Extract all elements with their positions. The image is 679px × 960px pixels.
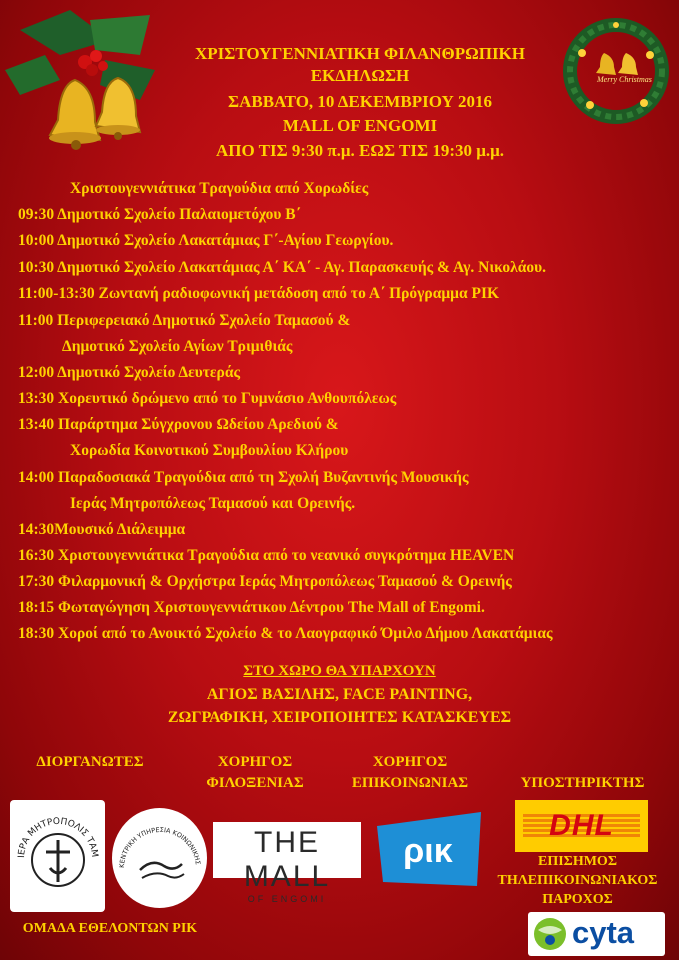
program-item: 13:30 Χορευτικό δρώμενο από το Γυμνάσιο Ανθουπόλεως bbox=[18, 390, 397, 407]
program-item: 16:30 Χριστουγεννιάτικα Τραγούδια από το νεανικό συγκρότημα HEAVEN bbox=[18, 547, 515, 564]
program-item: 18:30 Χοροί από το Ανοικτό Σχολείο & το Λαογραφικό Όμιλο Δήμου Λακατάμιας bbox=[18, 625, 553, 642]
welfare-seal-text: ΚΕΝΤΡΙΚΗ ΥΠΗΡΕΣΙΑ ΚΟΙΝΩΝΙΚΗΣ bbox=[117, 825, 202, 869]
hosting-sponsor-label-1: ΧΟΡΗΓΟΣ bbox=[217, 754, 293, 770]
metropolis-seal-text: ΙΕΡΑ ΜΗΤΡΟΠΟΛΙΣ ΤΑΜ bbox=[16, 816, 100, 859]
program-item: 09:30 Δημοτικό Σχολείο Παλαιομετόχου Β΄ bbox=[18, 206, 301, 223]
program-item: 11:00 Περιφερειακό Δημοτικό Σχολείο Ταμασού & bbox=[18, 312, 351, 329]
dhl-logo bbox=[515, 800, 648, 852]
welfare-logo bbox=[112, 808, 207, 908]
volunteers-label: ΟΜΑΔΑ ΕΘΕΛΟΝΤΩΝ ΡΙΚ bbox=[22, 921, 198, 936]
rik-logo bbox=[373, 812, 485, 886]
telecom-label-3: ΠΑΡΟΧΟΣ bbox=[542, 892, 613, 907]
program-item: 12:00 Δημοτικό Σχολείο Δευτεράς bbox=[18, 364, 241, 381]
merry-christmas-wreath-icon bbox=[560, 15, 672, 127]
venue-line: MALL OF ENGOMI bbox=[282, 116, 438, 135]
date-line: ΣΑΒΒΑΤΟ, 10 ΔΕΚΕΜΒΡΙΟΥ 2016 bbox=[227, 92, 492, 111]
metropolis-seal-icon bbox=[10, 800, 105, 912]
program-item: 10:30 Δημοτικό Σχολείο Λακατάμιας Α΄ ΚΑ΄ - Αγ. Παρασκευής & Αγ. Νικολάου. bbox=[18, 259, 547, 276]
program-item: 13:40 Παράρτημα Σύγχρονου Ωδείου Αρεδιού & bbox=[18, 416, 339, 433]
the-mall-logo bbox=[213, 822, 361, 904]
title-line-1: ΧΡΙΣΤΟΥΓΕΝΝΙΑΤΙΚΗ ΦΙΛΑΝΘΡΩΠΙΚΗ bbox=[194, 44, 526, 63]
cyta-logo bbox=[528, 912, 665, 956]
hosting-sponsor-label-2: ΦΙΛΟΞΕΝΙΑΣ bbox=[206, 775, 304, 791]
program-item: 14:30Μουσικό Διάλειμμα bbox=[18, 521, 186, 538]
svg-text:ΚΕΝΤΡΙΚΗ ΥΠΗΡΕΣΙΑ ΚΟΙΝΩΝΙΚΗΣ Α bbox=[112, 808, 202, 868]
program-item: Δημοτικό Σχολείο Αγίων Τριμιθιάς bbox=[62, 338, 293, 355]
program-item: 18:15 Φωταγώγηση Χριστουγεννιάτικου Δέντρου The Mall of Engomi. bbox=[18, 599, 485, 616]
cyta-globe-icon bbox=[532, 916, 568, 952]
bells-holly-icon bbox=[0, 0, 165, 160]
comms-sponsor-label-2: ΕΠΙΚΟΙΝΩΝΙΑΣ bbox=[351, 775, 469, 791]
comms-sponsor-label-1: ΧΟΡΗΓΟΣ bbox=[372, 754, 448, 770]
program-item: 17:30 Φιλαρμονική & Ορχήστρα Ιεράς Μητροπόλεως Ταμασού & Ορεινής bbox=[18, 573, 512, 590]
activities-heading: ΣΤΟ ΧΩΡΟ ΘΑ ΥΠΑΡΧΟΥΝ bbox=[243, 663, 436, 679]
title-line-2: ΕΚΔΗΛΩΣΗ bbox=[310, 66, 410, 85]
dhl-logo-text: DHL bbox=[549, 809, 614, 842]
supporters-label: ΥΠΟΣΤΗΡΙΚΤΗΣ bbox=[520, 775, 645, 791]
welfare-hands-seal-icon bbox=[112, 808, 207, 908]
activities-line-1: ΑΓΙΟΣ ΒΑΣΙΛΗΣ, FACE PAINTING, bbox=[206, 686, 473, 703]
rik-logo-text: ρικ bbox=[403, 832, 453, 870]
program-item: 10:00 Δημοτικό Σχολείο Λακατάμιας Γ΄-Αγίου Γεωργίου. bbox=[18, 232, 394, 249]
cyta-logo-text: cyta bbox=[572, 915, 635, 950]
program-item: Χορωδία Κοινοτικού Συμβουλίου Κλήρου bbox=[70, 442, 349, 459]
organizers-label: ΔΙΟΡΓΑΝΩΤΕΣ bbox=[36, 754, 144, 770]
activities-line-2: ΖΩΓΡΑΦΙΚΗ, ΧΕΙΡΟΠΟΙΗΤΕΣ ΚΑΤΑΣΚΕΥΕΣ bbox=[167, 709, 512, 726]
metropolis-logo bbox=[10, 800, 105, 912]
time-range-line: ΑΠΟ ΤΙΣ 9:30 π.μ. ΕΩΣ ΤΙΣ 19:30 μ.μ. bbox=[215, 141, 505, 160]
mall-logo-line-1: THE MALL bbox=[243, 826, 331, 893]
svg-text:ΙΕΡΑ ΜΗΤΡΟΠΟΛΙΣ ΤΑΜΑΣΟΥ ΚΑΙ ΟΡ bbox=[10, 800, 99, 858]
program-subtitle: Χριστουγεννιάτικα Τραγούδια από Χορωδίες bbox=[70, 180, 369, 197]
program-item: Ιεράς Μητροπόλεως Ταμασού και Ορεινής. bbox=[70, 495, 356, 512]
program-item: 11:00-13:30 Ζωντανή ραδιοφωνική μετάδοση από το Α΄ Πρόγραμμα ΡΙΚ bbox=[18, 285, 500, 302]
wreath-caption: Merry Christmas bbox=[597, 75, 652, 84]
program-item: 14:00 Παραδοσιακά Τραγούδια από τη Σχολή Βυζαντινής Μουσικής bbox=[18, 469, 469, 486]
mall-logo-line-2: OF ENGOMI bbox=[247, 894, 327, 904]
telecom-label-2: ΤΗΛΕΠΙΚΟΙΝΩΝΙΑΚΟΣ bbox=[497, 873, 658, 888]
telecom-label-1: ΕΠΙΣΗΜΟΣ bbox=[538, 854, 617, 869]
